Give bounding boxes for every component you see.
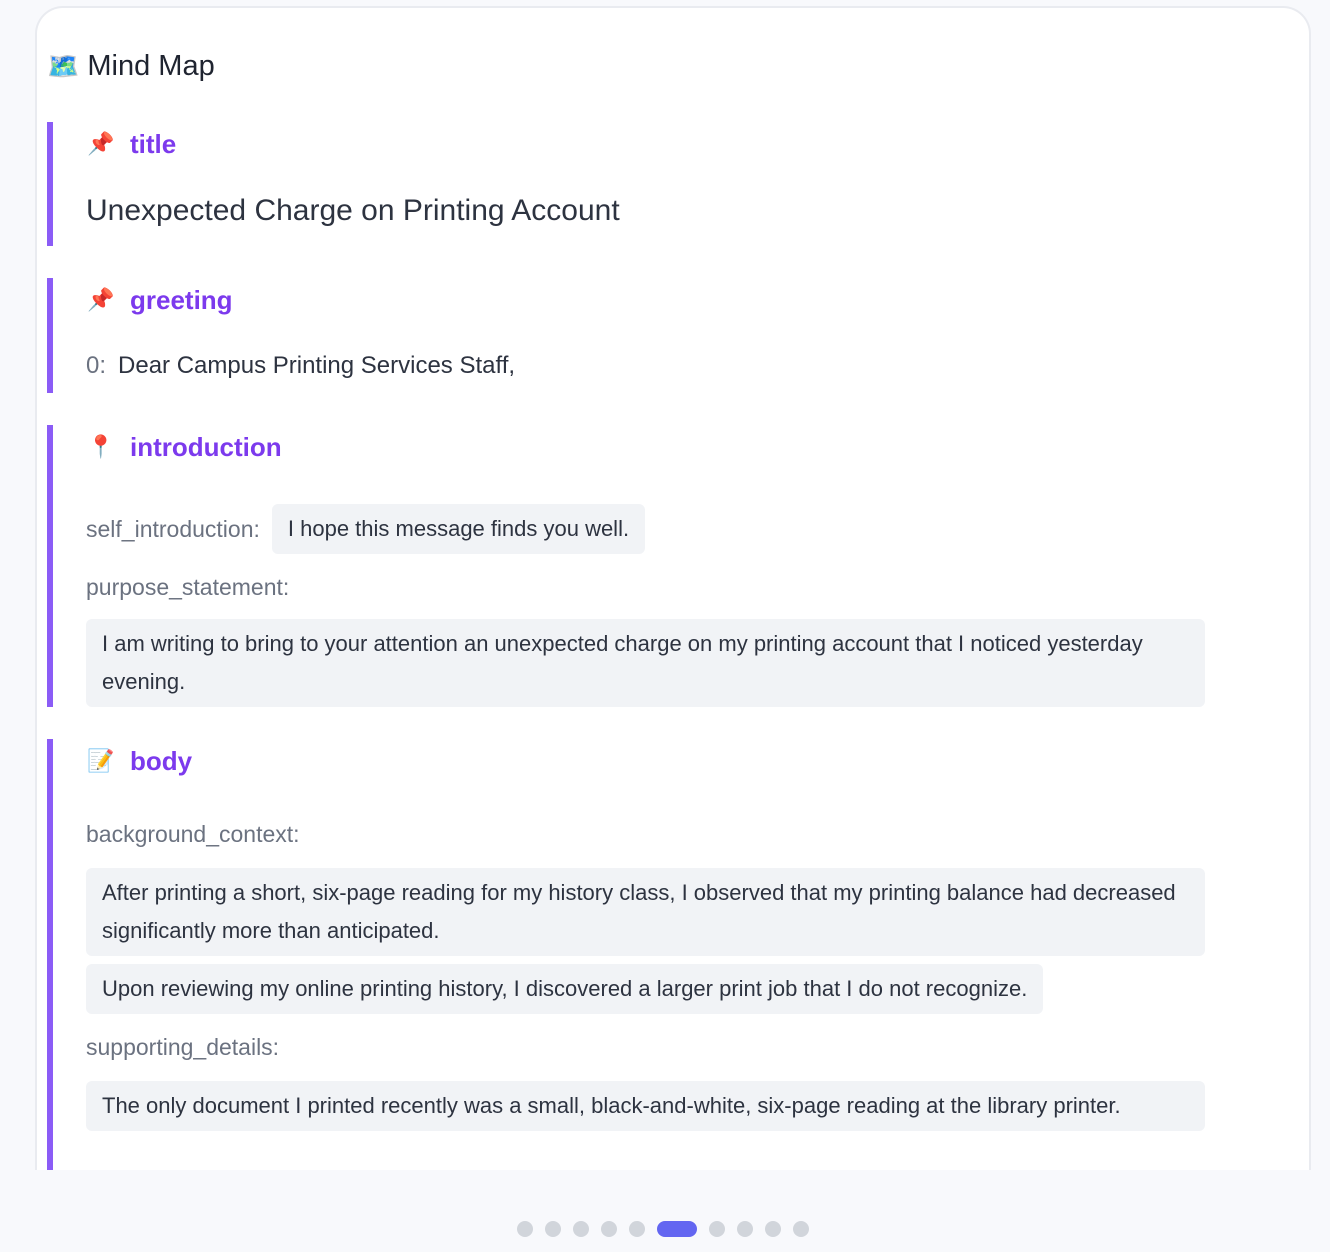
page-dot-4[interactable] xyxy=(601,1221,617,1237)
pushpin-icon: 📌 xyxy=(87,131,115,156)
page-dot-3[interactable] xyxy=(573,1221,589,1237)
section-introduction xyxy=(47,425,1227,707)
field-key: supporting_details: xyxy=(86,1034,280,1060)
page-dot-2[interactable] xyxy=(545,1221,561,1237)
section-heading: title xyxy=(130,128,177,159)
page-dot-7[interactable] xyxy=(709,1221,725,1237)
field-value: I am writing to bring to your attention an unexpected charge on my printing account that I noticed yesterday evening. xyxy=(86,619,1205,707)
page-dot-6-active[interactable] xyxy=(657,1221,697,1237)
section-heading: greeting xyxy=(130,284,233,315)
section-heading: introduction xyxy=(130,431,282,462)
pagination-dots xyxy=(517,1221,809,1237)
page-title xyxy=(47,50,215,83)
page-dot-5[interactable] xyxy=(629,1221,645,1237)
page-dot-9[interactable] xyxy=(765,1221,781,1237)
pushpin-icon: 📌 xyxy=(87,287,115,312)
field-key: background_context: xyxy=(86,821,300,847)
page-dot-1[interactable] xyxy=(517,1221,533,1237)
page-title-text: Mind Map xyxy=(87,50,215,82)
page-dot-10[interactable] xyxy=(793,1221,809,1237)
field-value: After printing a short, six-page reading for my history class, I observed that my printing balance had decreased significantly more than anticipated. xyxy=(86,868,1205,956)
field-key: self_introduction: xyxy=(86,515,260,542)
round-pushpin-icon: 📍 xyxy=(87,434,115,459)
page-dot-8[interactable] xyxy=(737,1221,753,1237)
section-body xyxy=(47,739,1227,1170)
field-key: purpose_statement: xyxy=(86,574,290,600)
memo-icon: 📝 xyxy=(87,748,115,773)
field-value: The only document I printed recently was a small, black-and-white, six-page reading at the library printer. xyxy=(86,1081,1205,1131)
world-map-icon: 🗺️ xyxy=(47,51,80,81)
item-index: 0: xyxy=(86,352,107,379)
section-title xyxy=(47,122,1227,246)
greeting-value: Dear Campus Printing Services Staff, xyxy=(118,352,516,379)
title-value: Unexpected Charge on Printing Account xyxy=(86,194,620,227)
section-greeting xyxy=(47,278,1227,393)
section-heading: body xyxy=(130,745,193,776)
field-value: I hope this message finds you well. xyxy=(272,504,645,554)
field-value: Upon reviewing my online printing history, I discovered a larger print job that I do not recognize. xyxy=(86,964,1043,1014)
